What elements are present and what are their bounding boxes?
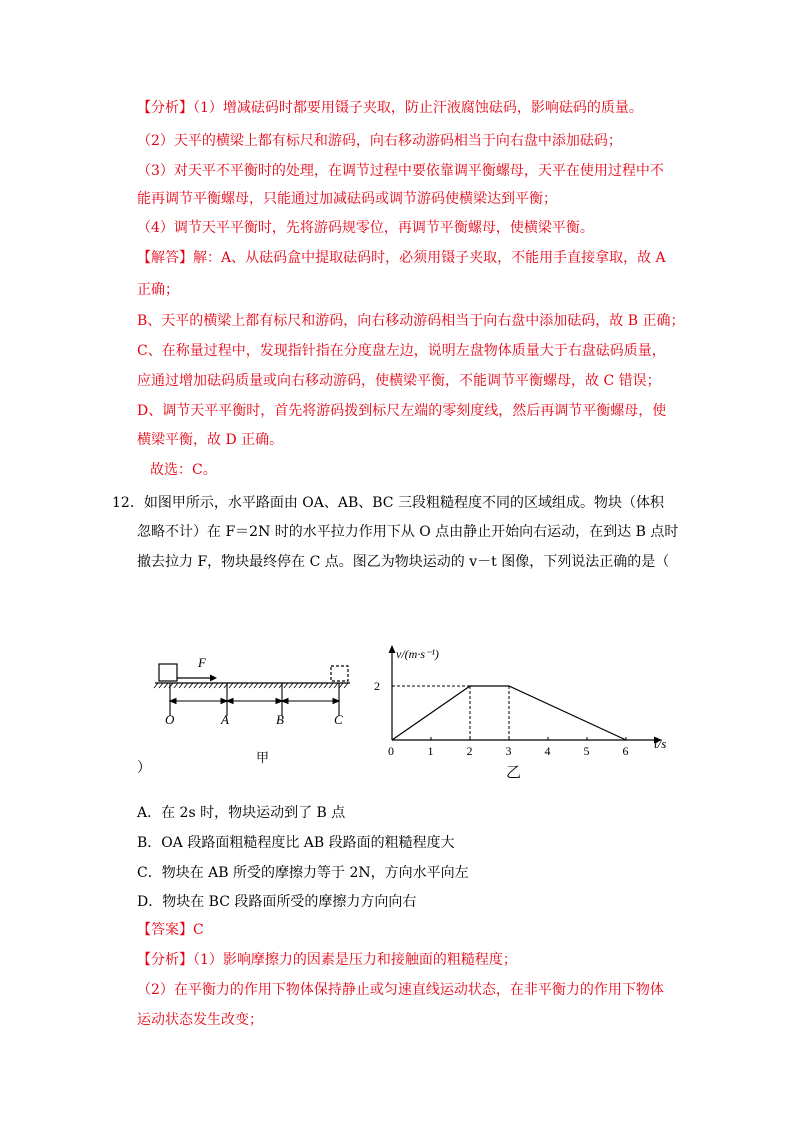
segment-arrows bbox=[170, 699, 339, 704]
x-tick-label-0: 0 bbox=[388, 744, 394, 758]
answer1-line-8: 故选：C。 bbox=[150, 462, 217, 478]
analysis1-line-5: （4）调节天平平衡时，先将游码规零位，再调节平衡螺母，使横梁平衡。 bbox=[137, 220, 594, 236]
x-tick-label-3: 3 bbox=[505, 744, 512, 758]
answer1-line-6: D、调节天平平衡时，首先将游码拨到标尺左端的零刻度线，然后再调节平衡螺母，使 bbox=[137, 403, 667, 419]
analysis1-line-2: （2）天平的横梁上都有标尺和游码，向右移动游码相当于向右盘中添加砝码； bbox=[137, 133, 622, 149]
x-tick-label-4: 4 bbox=[544, 744, 551, 758]
answer1-line-5: 应通过增加砝码质量或向右移动游码，使横梁平衡，不能调节平衡螺母，故 C 错误； bbox=[137, 373, 661, 389]
analysis1-line-3: （3）对天平不平衡时的处理，在调节过程中要依靠调平衡螺母，天平在使用过程中不 bbox=[137, 163, 664, 179]
x-tick-label-1: 1 bbox=[427, 744, 434, 758]
answer1-line-7: 横梁平衡，故 D 正确。 bbox=[137, 432, 284, 448]
force-label: F bbox=[198, 655, 206, 670]
analysis2-line-1 bbox=[137, 950, 517, 970]
y-tick-label-2: 2 bbox=[374, 679, 380, 693]
ground-hatch bbox=[154, 683, 348, 688]
answer2-value: C bbox=[193, 922, 204, 938]
question12-line-2: 忽略不计）在 F＝2N 时的水平拉力作用下从 O 点由静止开始向右运动，在到达 B 点时 bbox=[137, 524, 679, 540]
option-b: B．OA 段路面粗糙程度比 AB 段路面的粗糙程度大 bbox=[137, 835, 455, 851]
block bbox=[159, 664, 177, 681]
question12-line-3: 撤去拉力 F，物块最终停在 C 点。图乙为物块运动的 v－t 图像，下列说法正确的是（ bbox=[137, 554, 670, 570]
analysis1-line-4: 能再调节平衡螺母，只能通过加减砝码或调节游码使横梁达到平衡； bbox=[137, 191, 557, 207]
y-axis-label: v/(m·s⁻¹) bbox=[396, 647, 439, 661]
force-arrowhead bbox=[210, 675, 217, 682]
y-axis-arrowhead bbox=[389, 645, 396, 653]
option-c: C．物块在 AB 所受的摩擦力等于 2N，方向水平向左 bbox=[137, 865, 469, 881]
x-axis-label: t/s bbox=[654, 736, 667, 751]
figure-jia-caption: 甲 bbox=[256, 751, 270, 766]
answer1-line-4: C、在称量过程中，发现指针指在分度盘左边，说明左盘物体质量大于右盘砝码质量， bbox=[137, 343, 666, 359]
analysis2-tag: 【分析】 bbox=[137, 952, 193, 968]
point-B-label: B bbox=[276, 712, 284, 727]
answer-tag: 【解答】 bbox=[137, 250, 193, 266]
analysis2-line-2: （2）在平衡力的作用下物体保持静止或匀速直线运动状态，在非平衡力的作用下物体 bbox=[137, 982, 664, 998]
figure-yi-chart bbox=[374, 640, 708, 785]
x-tick-label-5: 5 bbox=[583, 744, 590, 758]
analysis2-line-3: 运动状态发生改变； bbox=[137, 1012, 263, 1028]
point-O-label: O bbox=[165, 712, 175, 727]
answer1-text-1: 解：A、从砝码盒中提取砝码时，必须用镊子夹取，不能用手直接拿取，故 A bbox=[193, 250, 666, 266]
option-d: D．物块在 BC 段路面所受的摩擦力方向向右 bbox=[137, 894, 417, 910]
point-C-label: C bbox=[334, 712, 343, 727]
option-a: A．在 2s 时，物块运动到了 B 点 bbox=[137, 805, 346, 821]
answer2-tag: 【答案】 bbox=[137, 922, 193, 938]
figure-yi-caption: 乙 bbox=[506, 763, 522, 781]
question12-line-1: 12．如图甲所示，水平路面由 OA、AB、BC 三段粗糙程度不同的区域组成。物块（体积 bbox=[112, 495, 664, 511]
answer1-line-3: B、天平的横梁上都有标尺和游码，向右移动游码相当于向右盘中添加砝码，故 B 正确； bbox=[137, 313, 685, 329]
analysis-tag: 【分析】 bbox=[137, 100, 193, 116]
dashed-block bbox=[331, 666, 348, 681]
analysis1-text-1: （1）增减砝码时都要用镊子夹取，防止汗液腐蚀砝码，影响砝码的质量。 bbox=[193, 100, 643, 116]
analysis1-line-1 bbox=[137, 98, 643, 118]
x-tick-label-2: 2 bbox=[466, 744, 473, 758]
answer1-line-1 bbox=[137, 248, 666, 268]
figure-jia bbox=[150, 650, 360, 780]
x-tick-label-6: 6 bbox=[622, 744, 629, 758]
question12-close-paren: ） bbox=[137, 760, 151, 776]
point-A-label: A bbox=[221, 712, 229, 727]
analysis2-text-1: （1）影响摩擦力的因素是压力和接触面的粗糙程度； bbox=[193, 952, 517, 968]
answer1-line-2: 正确； bbox=[137, 282, 179, 298]
answer2-line bbox=[137, 920, 204, 940]
